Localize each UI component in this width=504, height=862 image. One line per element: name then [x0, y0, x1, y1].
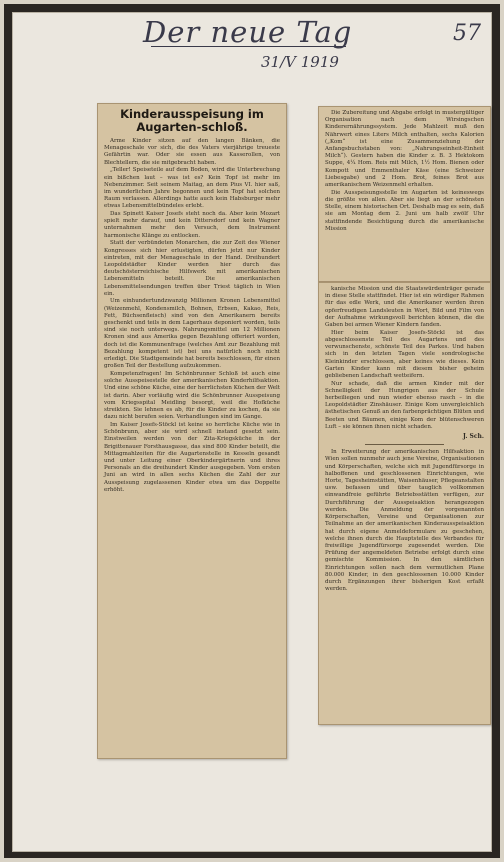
newspaper-clipping-left — [97, 103, 287, 759]
article-paragraph: Im Kaiser Josefs-Stöckl ist keine so herrliche Küche wie in Schönbrunn, aber sie wird schnell instand gesetzt sein. Einstweilen werden von der Zita-Kriegsküche in der Brigittenauer Forsthausgasse, das sind 800 Kinder beteilt, die Mittagmahlzeiten für die Augartenstelle in Kesseln gesandt und unter Leitung einer Oberkindergärtnerin und ihres Personals an die dreihundert Kinder ausgegeben. Vom ersten Juni an wird in allen sechs Küchen die Zahl der zur Ausspeisung zugelassenen Kinder etwa um das Doppelte erhöht. — [104, 421, 280, 493]
article-paragraph: Die Zubereitung und Abgabe erfolgt in mustergültiger Organisation nach dem Wirsingschen Kinderernährungssystem. Jede Mahlzeit muß den Nährwert eines Liters Milch enthalten, sechs Kalorien („Kom“ ist eine Zusammenziehung der Anfangsbuchstaben von: „Nahrungseinheit-Einheit Milch“). Gestern haben die Kinder z. B. 3 Hektokom Suppe, 4¼ Hom. Reis mit Milch, 1½ Hom. Bienen oder Kompott und Emmenthaler Käse (eine Schweizer Liebesgabe) und 2 Hom. Brot, feines Brot aus amerikanischem Weizenmehl erhalten. — [325, 110, 484, 189]
article-paragraph: Hier beim Kaiser Josefs-Stöckl ist das abgeschlossenste Teil des Augartens und des verwunschenste, schönste Teil des Parkes. Und haben sich in den letzten Tagen viele sondrologische Kleinkinder erschlossen, aber keines wie dieses. Kein Garten Kinder kann mit diesem bisher geheim gebliebenen Landschaft wetteifern. — [325, 329, 484, 379]
article-paragraph: Um einhundertundzwanzig Millionen Kronen Lebensmittel (Weizenmehl, Kondensmilch, Bohnen, Erbsen, Kakao, Reis, Fett, Büchsenfleisch) sind von den Amerikanern bereits geschenkt und teils in dem Lagerhaus deponiert worden, teils sind sie noch unterwegs. Nahrungsmittel um 12 Millionen Kronen sind aus Amerika gegen Bezahlung offeriert worden, doch ist die Kommunenfrage (welches Amt zur Bezahlung mit Bezahlung kompetent ist) bei uns natürlich noch nicht erledigt. Die Stadtgemeinde hat bereits beschlossen, für einen großen Teil der Bestellung aufzukommen. — [104, 298, 280, 370]
scan-frame — [4, 4, 500, 858]
handwritten-page-number: 57 — [453, 21, 481, 46]
newspaper-clipping-right-bottom — [318, 282, 491, 725]
handwritten-date: 31/V 1919 — [261, 53, 339, 71]
article-paragraph: Nur schade, daß die armen Kinder mit der Schnelligkeit der Hungrigen aus der Schule herbeiliegen und nun wieder ebenso rasch – in die Leopoldstädter Zinshäuser. Einige Kom unvergleichlich ästhetischen Genuß an den farbenprächtigen Blüten und Beeten und Bäumen, einige Kom der blütenschweren Luft – sie können ihnen nicht schaden. — [325, 380, 484, 430]
article-headline: Kinderausspeisung im Augarten-schloß. — [120, 107, 264, 134]
article-paragraph: Kompetenzfragen! Im Schönbrunner Schloß ist auch eine solche Ausspeisestelle der amerikanischen Kinderhilfsaktion. Und eine schöne Küche, eine der herrlichsten Küchen der Welt ist darin. Aber vorläufig wird die Schönbrunner Ausspeisung vom Kriegsspital Meidling besorgt, weil die Hofküche streikten. Sie lehnen es ab, für die Kinder zu kochen, da sie dazu nicht berufen seien. Verhandlungen sind im Gange. — [104, 371, 280, 421]
article-paragraph: Arme Kinder sitzen auf den langen Bänken, die Menageschale vor sich, die des Vaters vierjährige treueste Gefährtin war. Oder sie essen aus Kasserollen, von Blechtellern, die sie mitgebracht haben. — [104, 138, 280, 166]
article-paragraph: Statt der verbündeten Monarchen, die zur Zeit des Wiener Kongresses sich hier erlustigten, dürfen jetzt nur Kinder eintreten, mit der Menageschale in der Hand. Dreihundert Leopoldstädter Kinder werden hier durch das deutschösterreichische Hilfswerk mit amerikanischen Lebensmitteln beteilt. Die amerikanischen Lebensmittelsendungen treffen über Triest täglich in Wien ein. — [104, 240, 280, 297]
newspaper-clipping-right-top — [318, 106, 491, 282]
handwritten-source-title: Der neue Tag — [143, 15, 353, 49]
section-divider — [365, 444, 444, 445]
article-paragraph: Das Spinett Kaiser Josefs steht noch da. Aber kein Mozart spielt mehr darauf, und kein Dittersdorf und kein Wagner unternahmen mehr den Versuch, dem Instrument harmonische Klänge zu entlocken. — [104, 211, 280, 239]
article-paragraph: kanische Mission und die Staatswürdenträger gerade in diese Stelle stattfindet. Hier ist ein würdiger Rahmen für das edle Werk, und die Amerikaner werden ihren opferfreudigen Landsleuten in Wort, Bild und Film von der Aufnahme wirkungsvoll berichten können, die die Gaben bei armen Wiener Kindern fanden. — [325, 286, 484, 329]
article-paragraph: „Teller! Speiseteile auf dem Boden, wird die Unterbrechung ein bißchen laut – was ist es? Kein Topf ist mehr im Nebenzimmer. Seit seinem Maitag, an dem Pius VI. hier saß, im wunderlichen Jahre begonnen und kein Topf hat solchen Raum verlassen. Allerdings hatte auch kein Habsburger mehr etwas Lebensmittelbündeles erlebt. — [104, 167, 280, 210]
article-signature: J. Sch. — [463, 433, 484, 441]
archive-sheet — [12, 12, 492, 852]
article-paragraph: In Erweiterung der amerikanischen Hilfsaktion in Wien sollen nunmehr auch jene Vereine, Organisationen und Körperschaften, welche sich mit Jugendfürsorge in halboffenen und geschlossenen Einrichtungen, wie Horte, Tagesheimstätten, Waisenhäuser, Pflegeanstalten usw. befassen und über tauglich vollkommen einwandfreie geführte Betriebsstätten verfügen, zur Durchführung der Ausspeisaktion herangezogen werden. Die Anmeldung der vorgenannten Körperschaften, Vereine und Organisationen zur Teilnahme an der amerikanischen Kinderausspeisaktion hat durch eigene Anmeldeformulare zu geschehen, welche ihnen durch die Hauptstelle des Verbandes für freiwillige Jugendfürsorge zugesendet werden. Die Prüfung der angemeldeten Betriebe erfolgt durch eine gemischte Kommission. In den sämtlichen Einrichtungen sollen nach dem vermutlichen Plane 80.000 Kinder, in den geschlossenen 10.000 Kinder durch Ergänzungen ihrer bisherigen Kost erfaßt werden. — [325, 449, 484, 593]
article-paragraph: Die Ausspeisungsstelle im Augarten ist keineswegs die größte von allen. Aber sie liegt an der schönsten Stelle, einem historischen Ort. Deshalb mag es sein, daß sie am Montag dem 2. Juni um halb zwölf Uhr stattfindende Besichtigung durch die amerikanische Mission — [325, 189, 484, 232]
